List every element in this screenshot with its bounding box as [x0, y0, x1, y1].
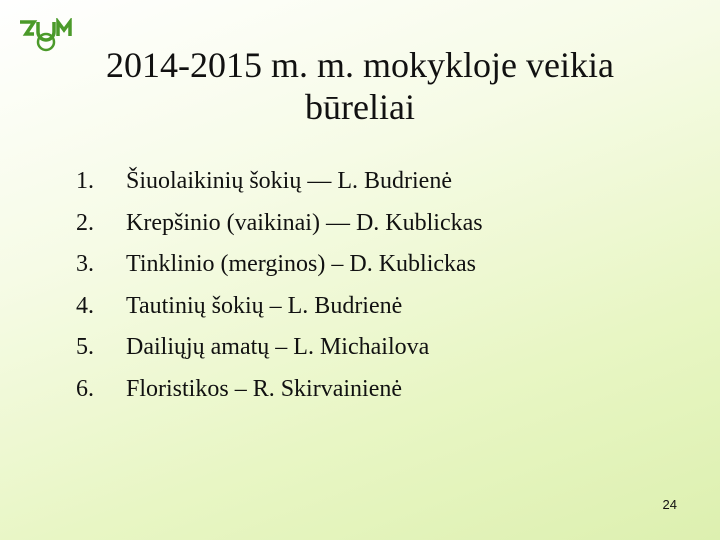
list-item-text: Tautinių šokių – L. Budrienė	[126, 292, 403, 319]
title-line-1: 2014-2015 m. m. mokykloje veikia	[106, 45, 614, 85]
list-item-number: 3.	[76, 251, 94, 277]
list-item	[76, 244, 483, 286]
list-item	[76, 161, 483, 203]
list-item-text: Dailiųjų amatų – L. Michailova	[126, 334, 430, 360]
list-item-number: 6.	[76, 375, 94, 402]
list-item-number: 4.	[76, 292, 94, 319]
list-item	[76, 203, 483, 245]
list-item	[76, 369, 483, 411]
list-item-number: 1.	[76, 168, 94, 194]
list-item	[76, 286, 483, 328]
list-item-text: Krepšinio (vaikinai) — D. Kublickas	[126, 209, 483, 236]
list-item-text: Tinklinio (merginos) – D. Kublickas	[126, 251, 477, 277]
list-item-text: Floristikos – R. Skirvainienė	[126, 375, 402, 402]
page-title	[60, 44, 660, 128]
title-line-2: būreliai	[305, 87, 415, 127]
list-item	[76, 327, 483, 369]
page-number: 24	[662, 497, 677, 512]
list-item-number: 5.	[76, 334, 94, 360]
club-list	[76, 161, 483, 410]
list-item-number: 2.	[76, 209, 94, 236]
list-item-text: Šiuolaikinių šokių — L. Budrienė	[126, 168, 452, 194]
